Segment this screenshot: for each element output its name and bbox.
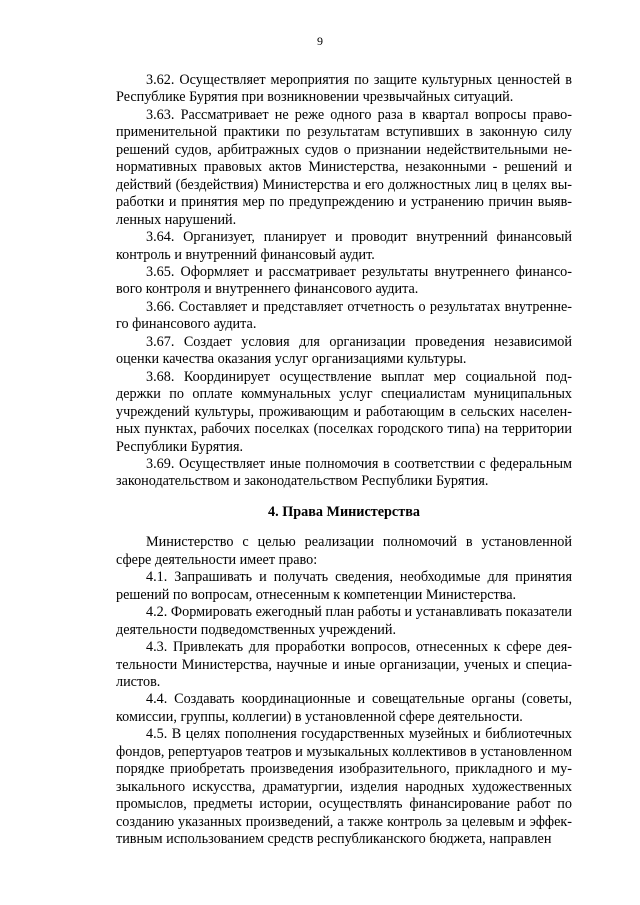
paragraph-intro: Министерство с целью реализации полномочий в установленной сфере деятельности имеет право: xyxy=(116,534,572,568)
page-number: 9 xyxy=(317,34,323,48)
paragraph-3-68: 3.68. Координирует осуществление выплат мер социальной поддержки по оплате коммунальных услуг специалистам муниципальных учреждений культуры, проживающим и работающим в сельских населенных пунктах, рабочих поселках (поселках городского типа) на территории Республики Бурятия. xyxy=(116,368,572,455)
paragraph-4-3: 4.3. Привлекать для проработки вопросов, отнесенных к сфере деятельности Министерства, научные и иные организации, ученых и специалистов. xyxy=(116,639,572,690)
paragraph-3-67: 3.67. Создает условия для организации проведения независимой оценки качества оказания услуг организациями культуры. xyxy=(116,333,572,368)
paragraph-4-4: 4.4. Создавать координационные и совещательные органы (советы, комиссии, группы, коллегии) в установленной сфере деятельности. xyxy=(116,691,572,725)
paragraph-4-5: 4.5. В целях пополнения государственных музейных и библиотечных фондов, репертуаров театров и музыкальных коллективов в установленном порядке приобретать произведения изобразительного, прикладного и музыкального искусства, драматургии, изделия народных художественных промыслов, предметы истории, осуществлять финансирование работ по созданию указанных произведений, а также контроль за целевым и эффективным использованием средств республиканского бюджета, направлен xyxy=(116,726,572,848)
paragraph-3-65: 3.65. Оформляет и рассматривает результаты внутреннего финансового контроля и внутреннего финансового аудита. xyxy=(116,263,572,298)
paragraph-3-63: 3.63. Рассматривает не реже одного раза в квартал вопросы правоприменительной практики по результатам вступивших в законную силу решений судов, арбитражных судов о признании недействительными ненормативных правовых актов Министерства, незаконными - решений и действий (бездействия) Министерства и его должностных лиц в целях выработки и принятия мер по предупреждению и устранению причин выявленных нарушений. xyxy=(116,106,572,228)
paragraph-4-1: 4.1. Запрашивать и получать сведения, необходимые для принятия решений по вопросам, отнесенным к компетенции Министерства. xyxy=(116,569,572,603)
section-heading: 4. Права Министерства xyxy=(268,503,420,520)
document-body xyxy=(116,72,572,848)
paragraph-3-69: 3.69. Осуществляет иные полномочия в соответствии с федеральным законодательством и законодательством Республики Бурятия. xyxy=(116,455,572,490)
paragraph-3-66: 3.66. Составляет и представляет отчетность о результатах внутреннего финансового аудита. xyxy=(116,298,572,333)
paragraph-4-2: 4.2. Формировать ежегодный план работы и устанавливать показатели деятельности подведомственных учреждений. xyxy=(116,604,572,638)
paragraph-3-64: 3.64. Организует, планирует и проводит внутренний финансовый контроль и внутренний финансовый аудит. xyxy=(116,229,572,263)
paragraph-3-62: 3.62. Осуществляет мероприятия по защите культурных ценностей в Республике Бурятия при возникновении чрезвычайных ситуаций. xyxy=(116,72,572,106)
